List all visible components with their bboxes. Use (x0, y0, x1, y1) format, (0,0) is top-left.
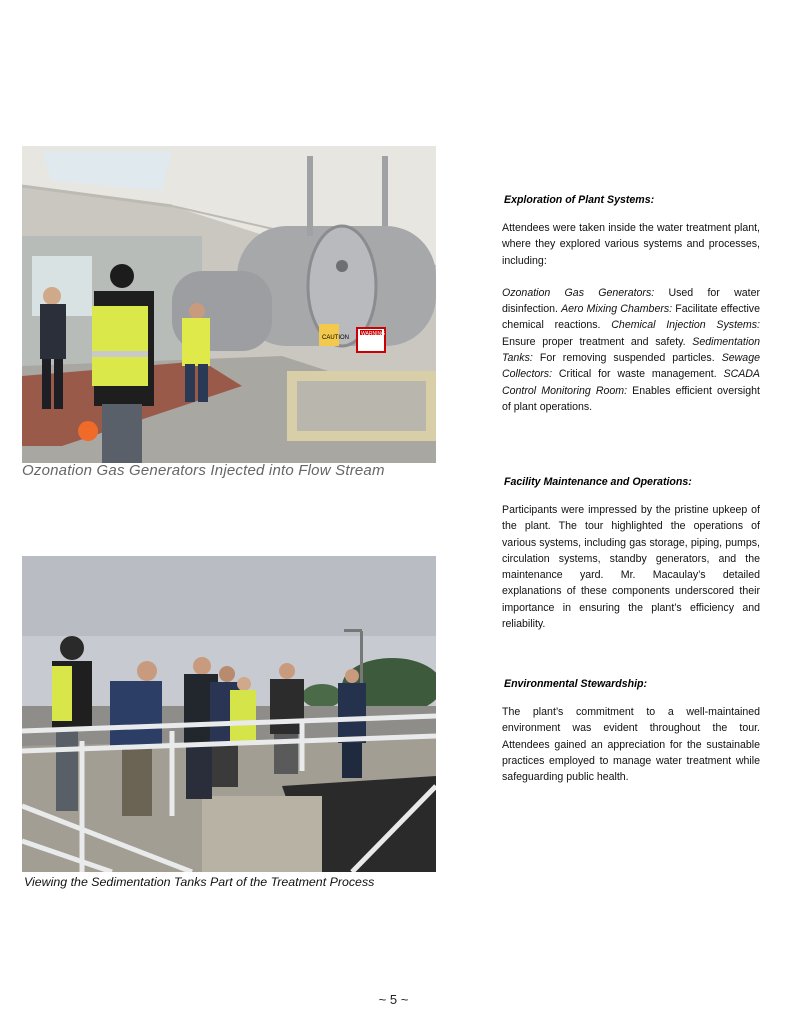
system-desc: Facilitate effective chemical reactions. (502, 303, 760, 332)
section-heading: Environmental Stewardship: (504, 678, 648, 690)
caution-sign: CAUTION (322, 335, 349, 341)
system-term: Aero Mixing Chambers: (561, 303, 673, 316)
system-desc: Enables efficient oversight of plant operations. (502, 384, 761, 413)
ozonation-generators-photo (22, 146, 436, 463)
section-maintenance (502, 476, 760, 632)
system-term: Chemical Injection Systems: (611, 319, 760, 332)
section-heading: Exploration of Plant Systems: (504, 194, 655, 206)
systems-list (502, 285, 760, 415)
system-desc: For removing suspended particles. (532, 352, 722, 365)
system-term: Ozonation Gas Generators: (502, 286, 655, 299)
section-heading: Facility Maintenance and Operations: (504, 476, 692, 488)
system-desc: Used for water disinfection. (502, 286, 760, 316)
bottom-photo-caption: Viewing the Sedimentation Tanks Part of the Treatment Process (24, 875, 375, 889)
section-intro: Attendees were taken inside the water treatment plant, where they explored various systems and processes, including: (502, 222, 760, 267)
system-term: SCADA Control Monitoring Room: (502, 368, 760, 397)
warning-sign: WARNING (361, 331, 385, 337)
page-number: ~ 5 ~ (378, 992, 409, 1007)
system-desc: Ensure proper treatment and safety. (502, 335, 693, 348)
system-term: Sewage Collectors: (502, 352, 760, 381)
section-environmental (502, 678, 760, 785)
system-desc: Critical for waste management. (552, 368, 724, 381)
section-plant-systems (502, 194, 760, 415)
sedimentation-tanks-photo (22, 556, 436, 872)
section-body: The plant’s commitment to a well-maintained environment was evident throughout the tour. Attendees gained an appreciation for the sustainable practices employed to manage water treatment while safeguarding public health. (502, 706, 760, 784)
system-term: Sedimentation Tanks: (502, 335, 760, 365)
section-body: Participants were impressed by the pristine upkeep of the plant. The tour highlighted the operations of various systems, including gas storage, piping, pumps, circulation systems, standby generators, and the maintenance yard. Mr. Macaulay’s detailed explanations of these components underscored their importance in ensuring the plant’s efficiency and reliability. (502, 504, 760, 631)
top-photo-caption: Ozonation Gas Generators Injected into Flow Stream (22, 462, 385, 479)
